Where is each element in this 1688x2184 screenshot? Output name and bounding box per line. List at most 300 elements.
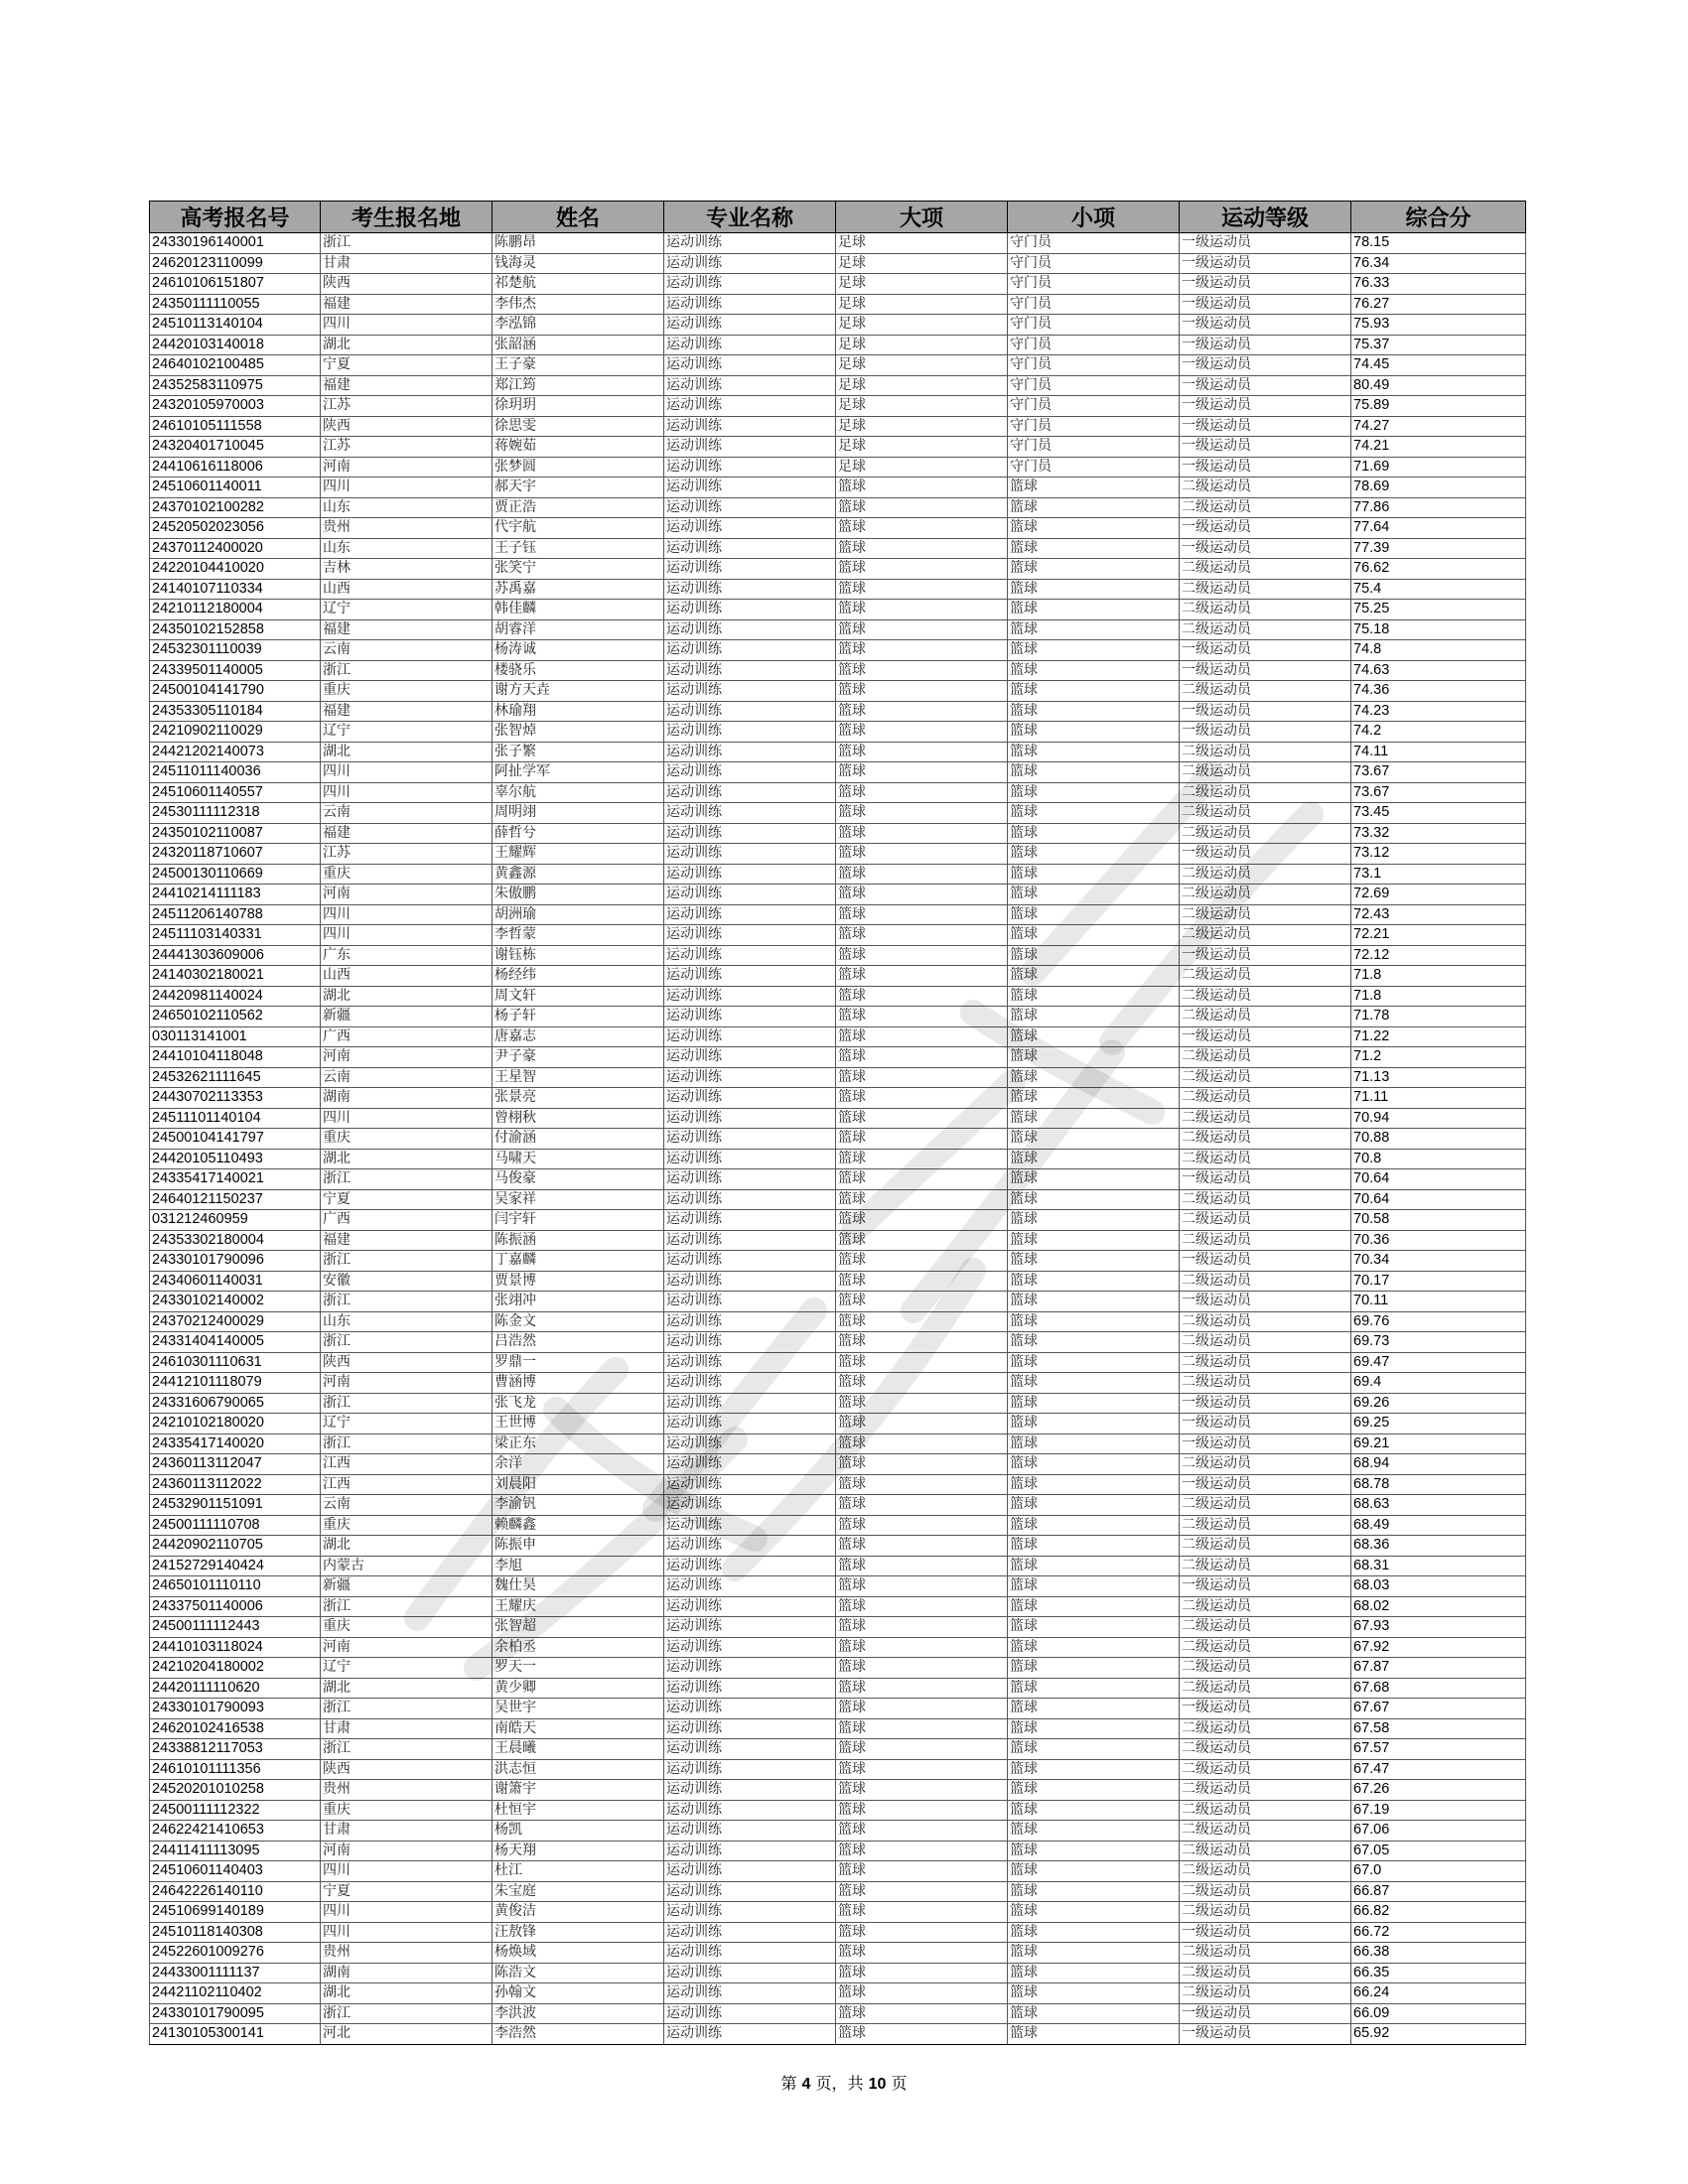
cell-exam-id: 24350111110055 [150,294,321,315]
table-row [150,782,1526,803]
cell-event: 篮球 [1008,1026,1180,1047]
cell-exam-id: 24532901151091 [150,1495,321,1516]
cell-level: 二级运动员 [1180,1780,1351,1801]
cell-name: 李哲蒙 [492,925,664,946]
footer-page-number: 4 [801,2076,811,2093]
cell-major: 运动训练 [664,1963,836,1983]
cell-name: 钱海灵 [492,253,664,274]
cell-exam-id: 24330102140002 [150,1292,321,1312]
cell-major: 运动训练 [664,1393,836,1414]
cell-name: 余洋 [492,1454,664,1475]
cell-major: 运动训练 [664,782,836,803]
cell-score: 67.58 [1351,1718,1526,1739]
cell-exam-id: 24410214111183 [150,885,321,905]
cell-exam-id: 24421202140073 [150,742,321,762]
cell-level: 二级运动员 [1180,1088,1351,1109]
cell-major: 运动训练 [664,335,836,355]
cell-province: 贵州 [321,518,492,539]
cell-name: 李伟杰 [492,294,664,315]
table-row [150,1149,1526,1169]
table-row [150,253,1526,274]
cell-level: 一级运动员 [1180,233,1351,254]
cell-score: 69.76 [1351,1311,1526,1332]
cell-exam-id: 24331606790065 [150,1393,321,1414]
cell-name: 马俊豪 [492,1169,664,1190]
cell-province: 宁夏 [321,355,492,376]
cell-score: 66.35 [1351,1963,1526,1983]
cell-exam-id: 24353305110184 [150,701,321,722]
cell-exam-id: 24410616118006 [150,457,321,478]
cell-province: 甘肃 [321,1821,492,1842]
cell-event: 篮球 [1008,1067,1180,1088]
cell-major: 运动训练 [664,1943,836,1964]
cell-exam-id: 24650102110562 [150,1007,321,1027]
cell-level: 一级运动员 [1180,701,1351,722]
cell-sport: 篮球 [836,1536,1008,1557]
cell-province: 甘肃 [321,1718,492,1739]
cell-event: 篮球 [1008,1088,1180,1109]
table-row [150,1617,1526,1638]
cell-name: 贾正浩 [492,497,664,518]
cell-exam-id: 24350102152858 [150,619,321,640]
cell-score: 75.4 [1351,579,1526,600]
cell-name: 苏禹嘉 [492,579,664,600]
cell-name: 王星智 [492,1067,664,1088]
cell-province: 四川 [321,478,492,498]
cell-score: 67.19 [1351,1800,1526,1821]
cell-name: 蒋婉茹 [492,437,664,458]
cell-major: 运动训练 [664,803,836,824]
cell-exam-id: 24511101140104 [150,1108,321,1129]
cell-exam-id: 24433001111137 [150,1963,321,1983]
cell-exam-id: 24320118710607 [150,844,321,865]
cell-province: 江西 [321,1474,492,1495]
table-row [150,844,1526,865]
table-row [150,1311,1526,1332]
cell-score: 69.4 [1351,1373,1526,1394]
cell-level: 二级运动员 [1180,1515,1351,1536]
cell-province: 江西 [321,1454,492,1475]
table-row [150,396,1526,417]
cell-level: 一级运动员 [1180,1474,1351,1495]
cell-event: 守门员 [1008,253,1180,274]
cell-score: 67.93 [1351,1617,1526,1638]
cell-sport: 篮球 [836,1495,1008,1516]
cell-name: 祁楚航 [492,274,664,295]
cell-province: 四川 [321,904,492,925]
cell-sport: 篮球 [836,1414,1008,1434]
cell-event: 篮球 [1008,1902,1180,1923]
cell-event: 篮球 [1008,1759,1180,1780]
cell-major: 运动训练 [664,701,836,722]
cell-province: 宁夏 [321,1189,492,1210]
cell-event: 篮球 [1008,640,1180,661]
table-row [150,1129,1526,1150]
cell-score: 74.8 [1351,640,1526,661]
cell-sport: 篮球 [836,1759,1008,1780]
table-row [150,762,1526,783]
cell-event: 篮球 [1008,742,1180,762]
cell-event: 篮球 [1008,1841,1180,1861]
table-row [150,1902,1526,1923]
cell-event: 篮球 [1008,1047,1180,1068]
cell-event: 篮球 [1008,1373,1180,1394]
cell-sport: 篮球 [836,1292,1008,1312]
cell-name: 曹涵博 [492,1373,664,1394]
cell-level: 二级运动员 [1180,1983,1351,2004]
table-row [150,701,1526,722]
cell-level: 二级运动员 [1180,1373,1351,1394]
cell-province: 浙江 [321,1292,492,1312]
cell-exam-id: 24330101790095 [150,2003,321,2024]
cell-name: 阿扯学军 [492,762,664,783]
table-row [150,1230,1526,1251]
cell-score: 76.34 [1351,253,1526,274]
cell-sport: 篮球 [836,1189,1008,1210]
table-row [150,355,1526,376]
cell-name: 罗天一 [492,1658,664,1679]
cell-exam-id: 24337501140006 [150,1596,321,1617]
cell-event: 守门员 [1008,396,1180,417]
cell-name: 陈鹏昂 [492,233,664,254]
table-row [150,1026,1526,1047]
cell-level: 二级运动员 [1180,1841,1351,1861]
cell-name: 郑江筠 [492,375,664,396]
cell-event: 篮球 [1008,478,1180,498]
cell-level: 二级运动员 [1180,864,1351,885]
cell-score: 77.39 [1351,538,1526,559]
cell-exam-id: 24510601140557 [150,782,321,803]
cell-major: 运动训练 [664,1658,836,1679]
cell-major: 运动训练 [664,1902,836,1923]
cell-major: 运动训练 [664,1800,836,1821]
cell-level: 二级运动员 [1180,885,1351,905]
cell-sport: 篮球 [836,518,1008,539]
cell-province: 湖北 [321,1149,492,1169]
header-sport: 大项 [836,202,1008,233]
cell-level: 一级运动员 [1180,437,1351,458]
cell-major: 运动训练 [664,375,836,396]
cell-exam-id: 24420902110705 [150,1536,321,1557]
cell-sport: 足球 [836,375,1008,396]
cell-score: 66.38 [1351,1943,1526,1964]
cell-score: 69.73 [1351,1332,1526,1353]
cell-level: 一级运动员 [1180,1026,1351,1047]
cell-score: 74.11 [1351,742,1526,762]
cell-score: 73.45 [1351,803,1526,824]
cell-major: 运动训练 [664,1292,836,1312]
cell-province: 浙江 [321,1699,492,1719]
cell-sport: 篮球 [836,1576,1008,1597]
table-row [150,619,1526,640]
cell-exam-id: 24610301110631 [150,1352,321,1373]
cell-major: 运动训练 [664,619,836,640]
cell-sport: 篮球 [836,1352,1008,1373]
cell-name: 徐思雯 [492,416,664,437]
cell-province: 浙江 [321,1739,492,1760]
cell-province: 云南 [321,1495,492,1516]
cell-exam-id: 24610105111558 [150,416,321,437]
cell-event: 篮球 [1008,782,1180,803]
cell-province: 四川 [321,1922,492,1943]
cell-province: 福建 [321,294,492,315]
cell-exam-id: 24530111112318 [150,803,321,824]
cell-event: 篮球 [1008,1821,1180,1842]
cell-province: 河南 [321,1637,492,1658]
cell-province: 山东 [321,538,492,559]
cell-exam-id: 24360113112022 [150,1474,321,1495]
cell-exam-id: 24500111112322 [150,1800,321,1821]
cell-name: 辜尔航 [492,782,664,803]
cell-event: 守门员 [1008,315,1180,336]
cell-sport: 篮球 [836,1311,1008,1332]
cell-score: 70.58 [1351,1210,1526,1231]
cell-major: 运动训练 [664,1821,836,1842]
cell-name: 黄鑫源 [492,864,664,885]
cell-score: 66.82 [1351,1902,1526,1923]
cell-major: 运动训练 [664,478,836,498]
cell-score: 76.33 [1351,274,1526,295]
cell-event: 篮球 [1008,1189,1180,1210]
cell-score: 68.36 [1351,1536,1526,1557]
cell-level: 一级运动员 [1180,518,1351,539]
cell-name: 李渝钒 [492,1495,664,1516]
cell-province: 四川 [321,1861,492,1882]
cell-exam-id: 24510699140189 [150,1902,321,1923]
cell-sport: 足球 [836,315,1008,336]
cell-name: 刘晨阳 [492,1474,664,1495]
cell-score: 68.78 [1351,1474,1526,1495]
cell-major: 运动训练 [664,396,836,417]
cell-province: 陕西 [321,416,492,437]
cell-major: 运动训练 [664,1414,836,1434]
cell-sport: 篮球 [836,1088,1008,1109]
table-row [150,294,1526,315]
cell-event: 篮球 [1008,701,1180,722]
table-row [150,1658,1526,1679]
cell-level: 二级运动员 [1180,986,1351,1007]
cell-name: 曾栩秋 [492,1108,664,1129]
cell-name: 胡洲瑜 [492,904,664,925]
cell-exam-id: 24511011140036 [150,762,321,783]
cell-level: 一级运动员 [1180,722,1351,743]
cell-score: 74.23 [1351,701,1526,722]
cell-level: 二级运动员 [1180,600,1351,620]
table-row [150,2003,1526,2024]
cell-level: 二级运动员 [1180,681,1351,702]
cell-sport: 足球 [836,437,1008,458]
cell-event: 篮球 [1008,681,1180,702]
cell-exam-id: 24510113140104 [150,315,321,336]
cell-province: 重庆 [321,1800,492,1821]
cell-exam-id: 24420103140018 [150,335,321,355]
cell-sport: 足球 [836,355,1008,376]
cell-major: 运动训练 [664,294,836,315]
cell-province: 云南 [321,640,492,661]
table-row [150,600,1526,620]
cell-sport: 篮球 [836,1556,1008,1576]
cell-event: 篮球 [1008,1800,1180,1821]
cell-score: 67.0 [1351,1861,1526,1882]
cell-score: 69.26 [1351,1393,1526,1414]
cell-score: 69.47 [1351,1352,1526,1373]
cell-exam-id: 24421102110402 [150,1983,321,2004]
cell-event: 篮球 [1008,1251,1180,1272]
cell-province: 四川 [321,762,492,783]
cell-exam-id: 24610106151807 [150,274,321,295]
cell-name: 林瑜翔 [492,701,664,722]
table-header-row [150,202,1526,233]
cell-name: 丁嘉麟 [492,1251,664,1272]
cell-sport: 篮球 [836,742,1008,762]
cell-level: 一级运动员 [1180,457,1351,478]
cell-score: 72.12 [1351,945,1526,966]
cell-score: 78.69 [1351,478,1526,498]
cell-score: 78.15 [1351,233,1526,254]
cell-level: 二级运动员 [1180,803,1351,824]
cell-name: 尹子豪 [492,1047,664,1068]
cell-event: 篮球 [1008,1943,1180,1964]
cell-name: 张梦圆 [492,457,664,478]
cell-event: 篮球 [1008,1739,1180,1760]
cell-level: 二级运动员 [1180,1007,1351,1027]
cell-name: 胡睿洋 [492,619,664,640]
cell-exam-id: 24411411113095 [150,1841,321,1861]
cell-event: 篮球 [1008,1596,1180,1617]
cell-sport: 篮球 [836,478,1008,498]
cell-exam-id: 24220104410020 [150,559,321,580]
cell-level: 二级运动员 [1180,1678,1351,1699]
cell-sport: 篮球 [836,1902,1008,1923]
cell-major: 运动训练 [664,1576,836,1597]
cell-sport: 足球 [836,294,1008,315]
cell-level: 一级运动员 [1180,1169,1351,1190]
cell-score: 67.67 [1351,1699,1526,1719]
cell-level: 一级运动员 [1180,844,1351,865]
cell-major: 运动训练 [664,1780,836,1801]
cell-name: 韩佳麟 [492,600,664,620]
score-table [149,201,1526,2045]
cell-sport: 篮球 [836,1881,1008,1902]
cell-sport: 篮球 [836,864,1008,885]
cell-name: 王晨曦 [492,1739,664,1760]
cell-event: 篮球 [1008,1230,1180,1251]
cell-event: 篮球 [1008,1881,1180,1902]
cell-level: 一级运动员 [1180,945,1351,966]
cell-level: 二级运动员 [1180,497,1351,518]
cell-level: 二级运动员 [1180,1210,1351,1231]
cell-score: 68.02 [1351,1596,1526,1617]
table-row [150,1739,1526,1760]
cell-major: 运动训练 [664,1699,836,1719]
cell-score: 67.06 [1351,1821,1526,1842]
cell-level: 二级运动员 [1180,1189,1351,1210]
cell-score: 73.67 [1351,782,1526,803]
cell-event: 守门员 [1008,233,1180,254]
cell-name: 杨经纬 [492,966,664,987]
cell-name: 张智焯 [492,722,664,743]
table-row [150,1393,1526,1414]
footer-prefix: 第 [780,2074,802,2093]
cell-name: 李旭 [492,1556,664,1576]
cell-name: 张飞龙 [492,1393,664,1414]
cell-score: 77.86 [1351,497,1526,518]
cell-level: 一级运动员 [1180,2003,1351,2024]
cell-name: 吴世宇 [492,1699,664,1719]
cell-province: 山西 [321,579,492,600]
cell-province: 河南 [321,1373,492,1394]
cell-province: 广东 [321,945,492,966]
cell-name: 杨焕域 [492,1943,664,1964]
cell-province: 江苏 [321,396,492,417]
table-row [150,335,1526,355]
cell-exam-id: 24330101790096 [150,1251,321,1272]
cell-score: 66.09 [1351,2003,1526,2024]
table-row [150,1637,1526,1658]
cell-major: 运动训练 [664,1515,836,1536]
cell-sport: 篮球 [836,1800,1008,1821]
cell-name: 杜江 [492,1861,664,1882]
cell-province: 重庆 [321,1129,492,1150]
cell-province: 浙江 [321,1433,492,1454]
table-row [150,1352,1526,1373]
table-row [150,1576,1526,1597]
cell-sport: 篮球 [836,1841,1008,1861]
cell-name: 郝天宇 [492,478,664,498]
cell-event: 篮球 [1008,823,1180,844]
table-row [150,660,1526,681]
cell-sport: 篮球 [836,803,1008,824]
cell-sport: 篮球 [836,1943,1008,1964]
cell-province: 四川 [321,1902,492,1923]
cell-level: 二级运动员 [1180,1718,1351,1739]
cell-level: 二级运动员 [1180,925,1351,946]
cell-level: 一级运动员 [1180,253,1351,274]
cell-major: 运动训练 [664,823,836,844]
cell-name: 洪志恒 [492,1759,664,1780]
cell-score: 68.63 [1351,1495,1526,1516]
cell-event: 篮球 [1008,722,1180,743]
cell-level: 一级运动员 [1180,1922,1351,1943]
cell-name: 杨子轩 [492,1007,664,1027]
cell-exam-id: 24510601140011 [150,478,321,498]
cell-level: 二级运动员 [1180,1129,1351,1150]
cell-score: 71.8 [1351,986,1526,1007]
table-row [150,1169,1526,1190]
cell-province: 辽宁 [321,1658,492,1679]
cell-event: 守门员 [1008,457,1180,478]
cell-major: 运动训练 [664,559,836,580]
cell-major: 运动训练 [664,1718,836,1739]
cell-major: 运动训练 [664,1169,836,1190]
cell-sport: 篮球 [836,1718,1008,1739]
table-row [150,1007,1526,1027]
cell-level: 一级运动员 [1180,538,1351,559]
cell-major: 运动训练 [664,538,836,559]
cell-sport: 篮球 [836,1637,1008,1658]
cell-name: 楼骁乐 [492,660,664,681]
cell-event: 篮球 [1008,579,1180,600]
cell-exam-id: 24320105970003 [150,396,321,417]
cell-level: 二级运动员 [1180,742,1351,762]
cell-sport: 篮球 [836,681,1008,702]
cell-exam-id: 24500111112443 [150,1617,321,1638]
cell-level: 一级运动员 [1180,1414,1351,1434]
cell-province: 陕西 [321,1352,492,1373]
cell-province: 安徽 [321,1271,492,1292]
cell-sport: 篮球 [836,1454,1008,1475]
cell-score: 76.27 [1351,294,1526,315]
